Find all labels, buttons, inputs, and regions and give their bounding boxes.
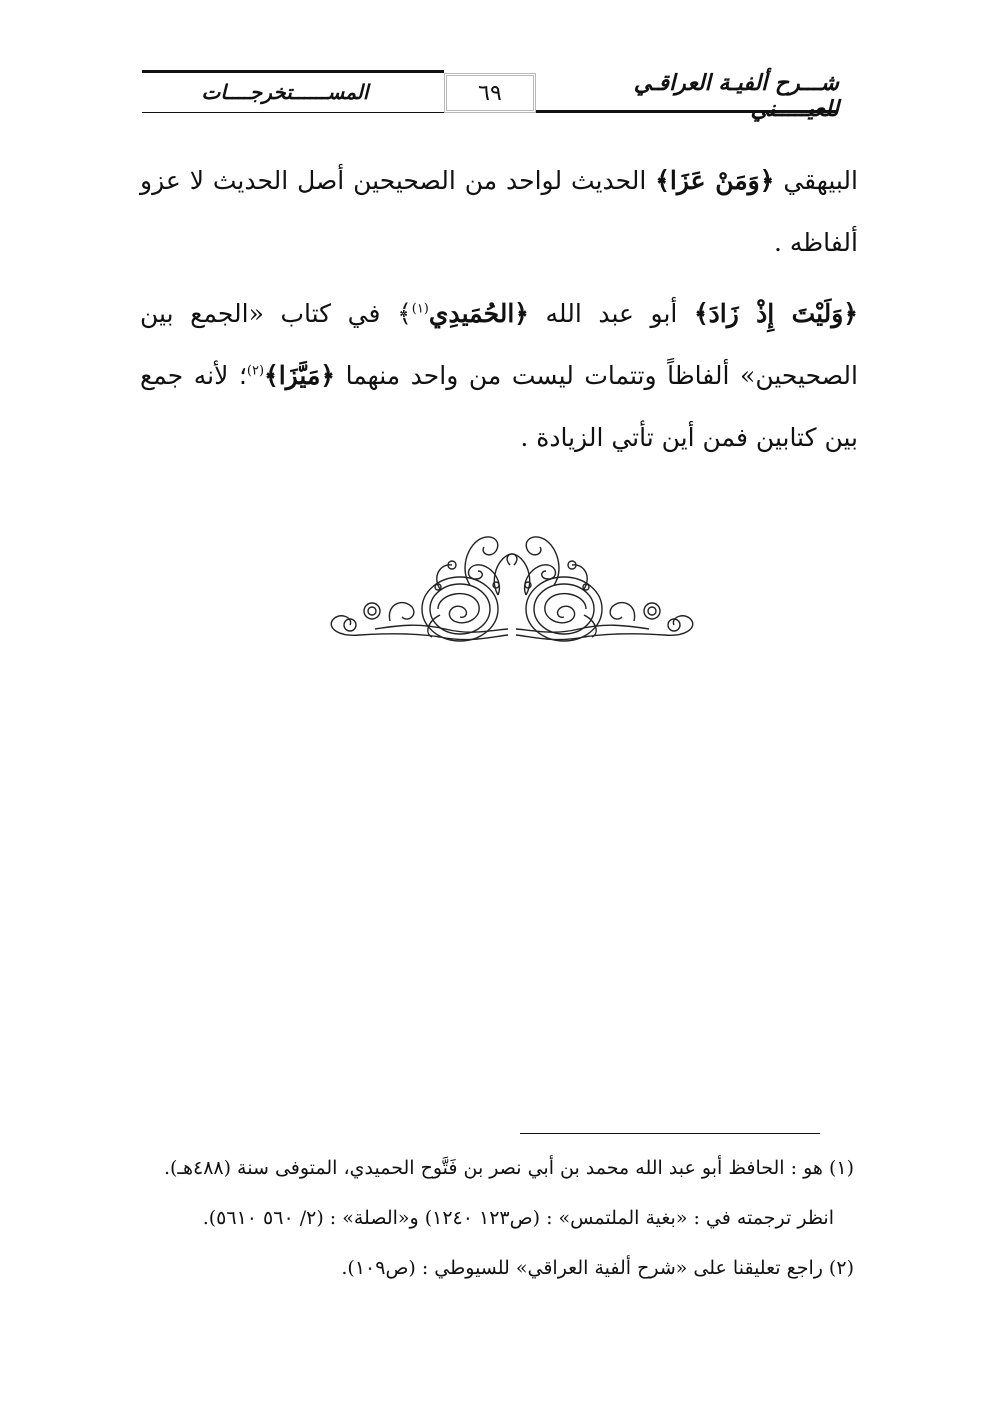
decorative-ornament: [320, 525, 704, 650]
header-rule-bottom-left: [142, 112, 444, 113]
page-number: ٦٩: [444, 73, 536, 113]
p1-text-c: الحديث لواحد من الصحيحين أصل الحديث لا عزو ألفاظه .: [140, 166, 858, 257]
p2-text-b: أبو عبد الله: [545, 299, 678, 328]
verse-quote-1: ﴿وَمَنْ عَزَا﴾: [655, 166, 775, 195]
ornament-left-half: [331, 537, 517, 641]
chapter-title: المســــــتخرجــــات: [201, 80, 369, 104]
footnote-ref-2[interactable]: (٢): [246, 363, 265, 379]
book-title: شـــرح ألفيـة العراقـي للعيـــــني: [633, 70, 839, 122]
page-header: [0, 0, 1004, 130]
footnote-1: (١) هو : الحافظ أبو عبد الله محمد بن أبي نصر بن فَتَّوح الحميدي، المتوفى سنة (٤٨٨هـ).: [163, 1157, 854, 1179]
p1-text-a: البيهقي: [783, 166, 858, 195]
footnote-ref-1[interactable]: (١): [411, 301, 429, 317]
verse-quote-2: ﴿وَلَيْتَ إِذْ زَادَ﴾: [694, 299, 859, 328]
paragraph-2: [140, 283, 858, 469]
ornament-right-half: [507, 537, 693, 641]
verse-quote-4: ﴿مَيَّزَا﴾: [264, 361, 336, 390]
footnote-2: (٢) راجع تعليقنا على «شرح ألفية العراقي» للسيوطي : (ص١٠٩).: [341, 1257, 854, 1279]
verse-quote-3: ﴿الحُمَيدِي: [428, 299, 529, 328]
paragraph-1: [140, 150, 858, 274]
footnote-1-continuation: انظر ترجمته في : «بغية الملتمس» : (ص١٢٣ ١٢٤٠) و«الصلة» : (٢/ ٥٦٠ ٥٦١٠).: [202, 1207, 834, 1229]
header-rule-top-left: [142, 70, 444, 73]
p2-text-f: ؛ لأنه جمع بين كتابين فمن أين تأتي الزيادة .: [140, 361, 858, 452]
p2-text-d: ﴾ في كتاب «الجمع بين الصحيحين» ألفاظاً وتتمات ليست من واحد منهما: [140, 299, 858, 390]
footnote-separator: [520, 1133, 820, 1134]
